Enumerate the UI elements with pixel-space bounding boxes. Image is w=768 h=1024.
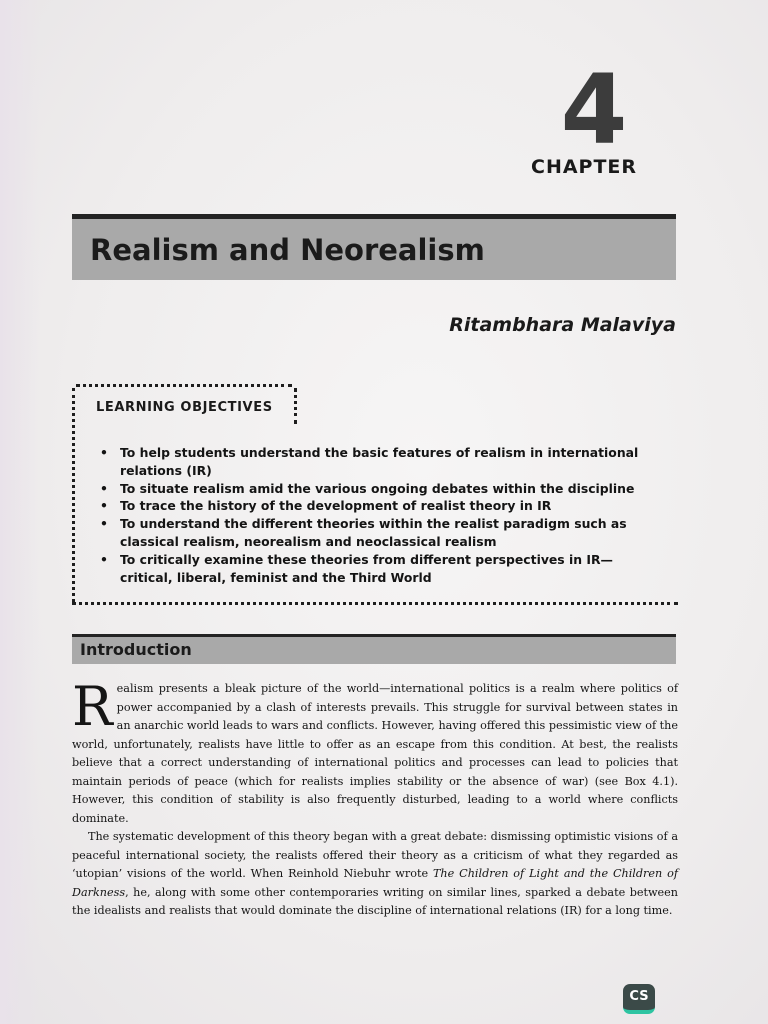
learning-objectives-heading: LEARNING OBJECTIVES (96, 400, 273, 415)
objective-text: To trace the history of the development of realist theory in IR (120, 498, 552, 514)
learning-objectives-box (72, 384, 678, 606)
paragraph-2-text-b: , he, along with some other contemporaries writing on similar lines, sparked a debate between the idealists and realists that would dominate the discipline of international relations (IR) for a long time. (72, 885, 678, 917)
objective-text: To help students understand the basic features of realism in international relations (IR) (120, 445, 639, 478)
bullet-icon: • (100, 445, 108, 460)
chapter-number: 4 (560, 54, 628, 166)
title-band (72, 214, 676, 280)
introduction-body (72, 675, 678, 921)
introduction-band (72, 634, 676, 664)
chapter-title: Realism and Neorealism (90, 233, 485, 267)
paragraph-1 (72, 675, 678, 828)
objective-item (98, 497, 658, 515)
drop-cap: R (72, 675, 113, 738)
bullet-icon: • (100, 516, 108, 532)
learning-objectives-list (98, 444, 658, 586)
bullet-icon: • (100, 551, 108, 567)
bullet-icon: • (100, 498, 108, 514)
paragraph-2-text-a: The systematic development of this theory began with a great debate: dismissing optimistic visions of a peaceful international society, the realists offered their theory as a criticism of what they regarded as ‘utopian’ visions of the world. When Reinhold Niebuhr wrote (72, 830, 678, 880)
author-name: Ritambhara Malaviya (449, 314, 676, 336)
paragraph-2 (72, 828, 678, 921)
objective-item (98, 551, 658, 587)
bullet-icon: • (100, 480, 108, 496)
dotted-border-bottom (72, 602, 678, 605)
book-title-italic: The Children of Light and the Children of Darkness (72, 867, 678, 899)
paragraph-1-text: ealism presents a bleak picture of the world—international politics is a realm where politics of power accompanied by a clash of interests prevails. This struggle for survival between states in an anarchic world leads to wars and conflicts. However, having offered this pessimistic view of the world, unfortunately, realists have little to offer as an escape from this condition. At best, the realists believe that a correct understanding of international politics and processes can lead to policies that maintain periods of peace (which for realists implies stability or the absence of war) (see Box 4.1). However, this condition of stability is also frequently disturbed, leading to a world where conflicts dominate. (72, 682, 678, 825)
dotted-border-top (76, 384, 292, 387)
objective-text: To understand the different theories within the realist paradigm such as classical realism, neorealism and neoclassical realism (120, 516, 627, 549)
dotted-border-left (72, 388, 75, 602)
chapter-label: CHAPTER (531, 156, 638, 178)
objective-item (98, 444, 658, 480)
objective-text: To situate realism amid the various ongoing debates within the discipline (120, 480, 635, 496)
camscanner-badge: CS (623, 984, 655, 1014)
dotted-border-right (294, 388, 297, 424)
page-shadow (0, 0, 40, 1024)
objective-item (98, 515, 658, 551)
introduction-heading: Introduction (80, 640, 192, 659)
objective-item (98, 480, 658, 498)
objective-text: To critically examine these theories from different perspectives in IR—critical, liberal, feminist and the Third World (120, 551, 613, 585)
